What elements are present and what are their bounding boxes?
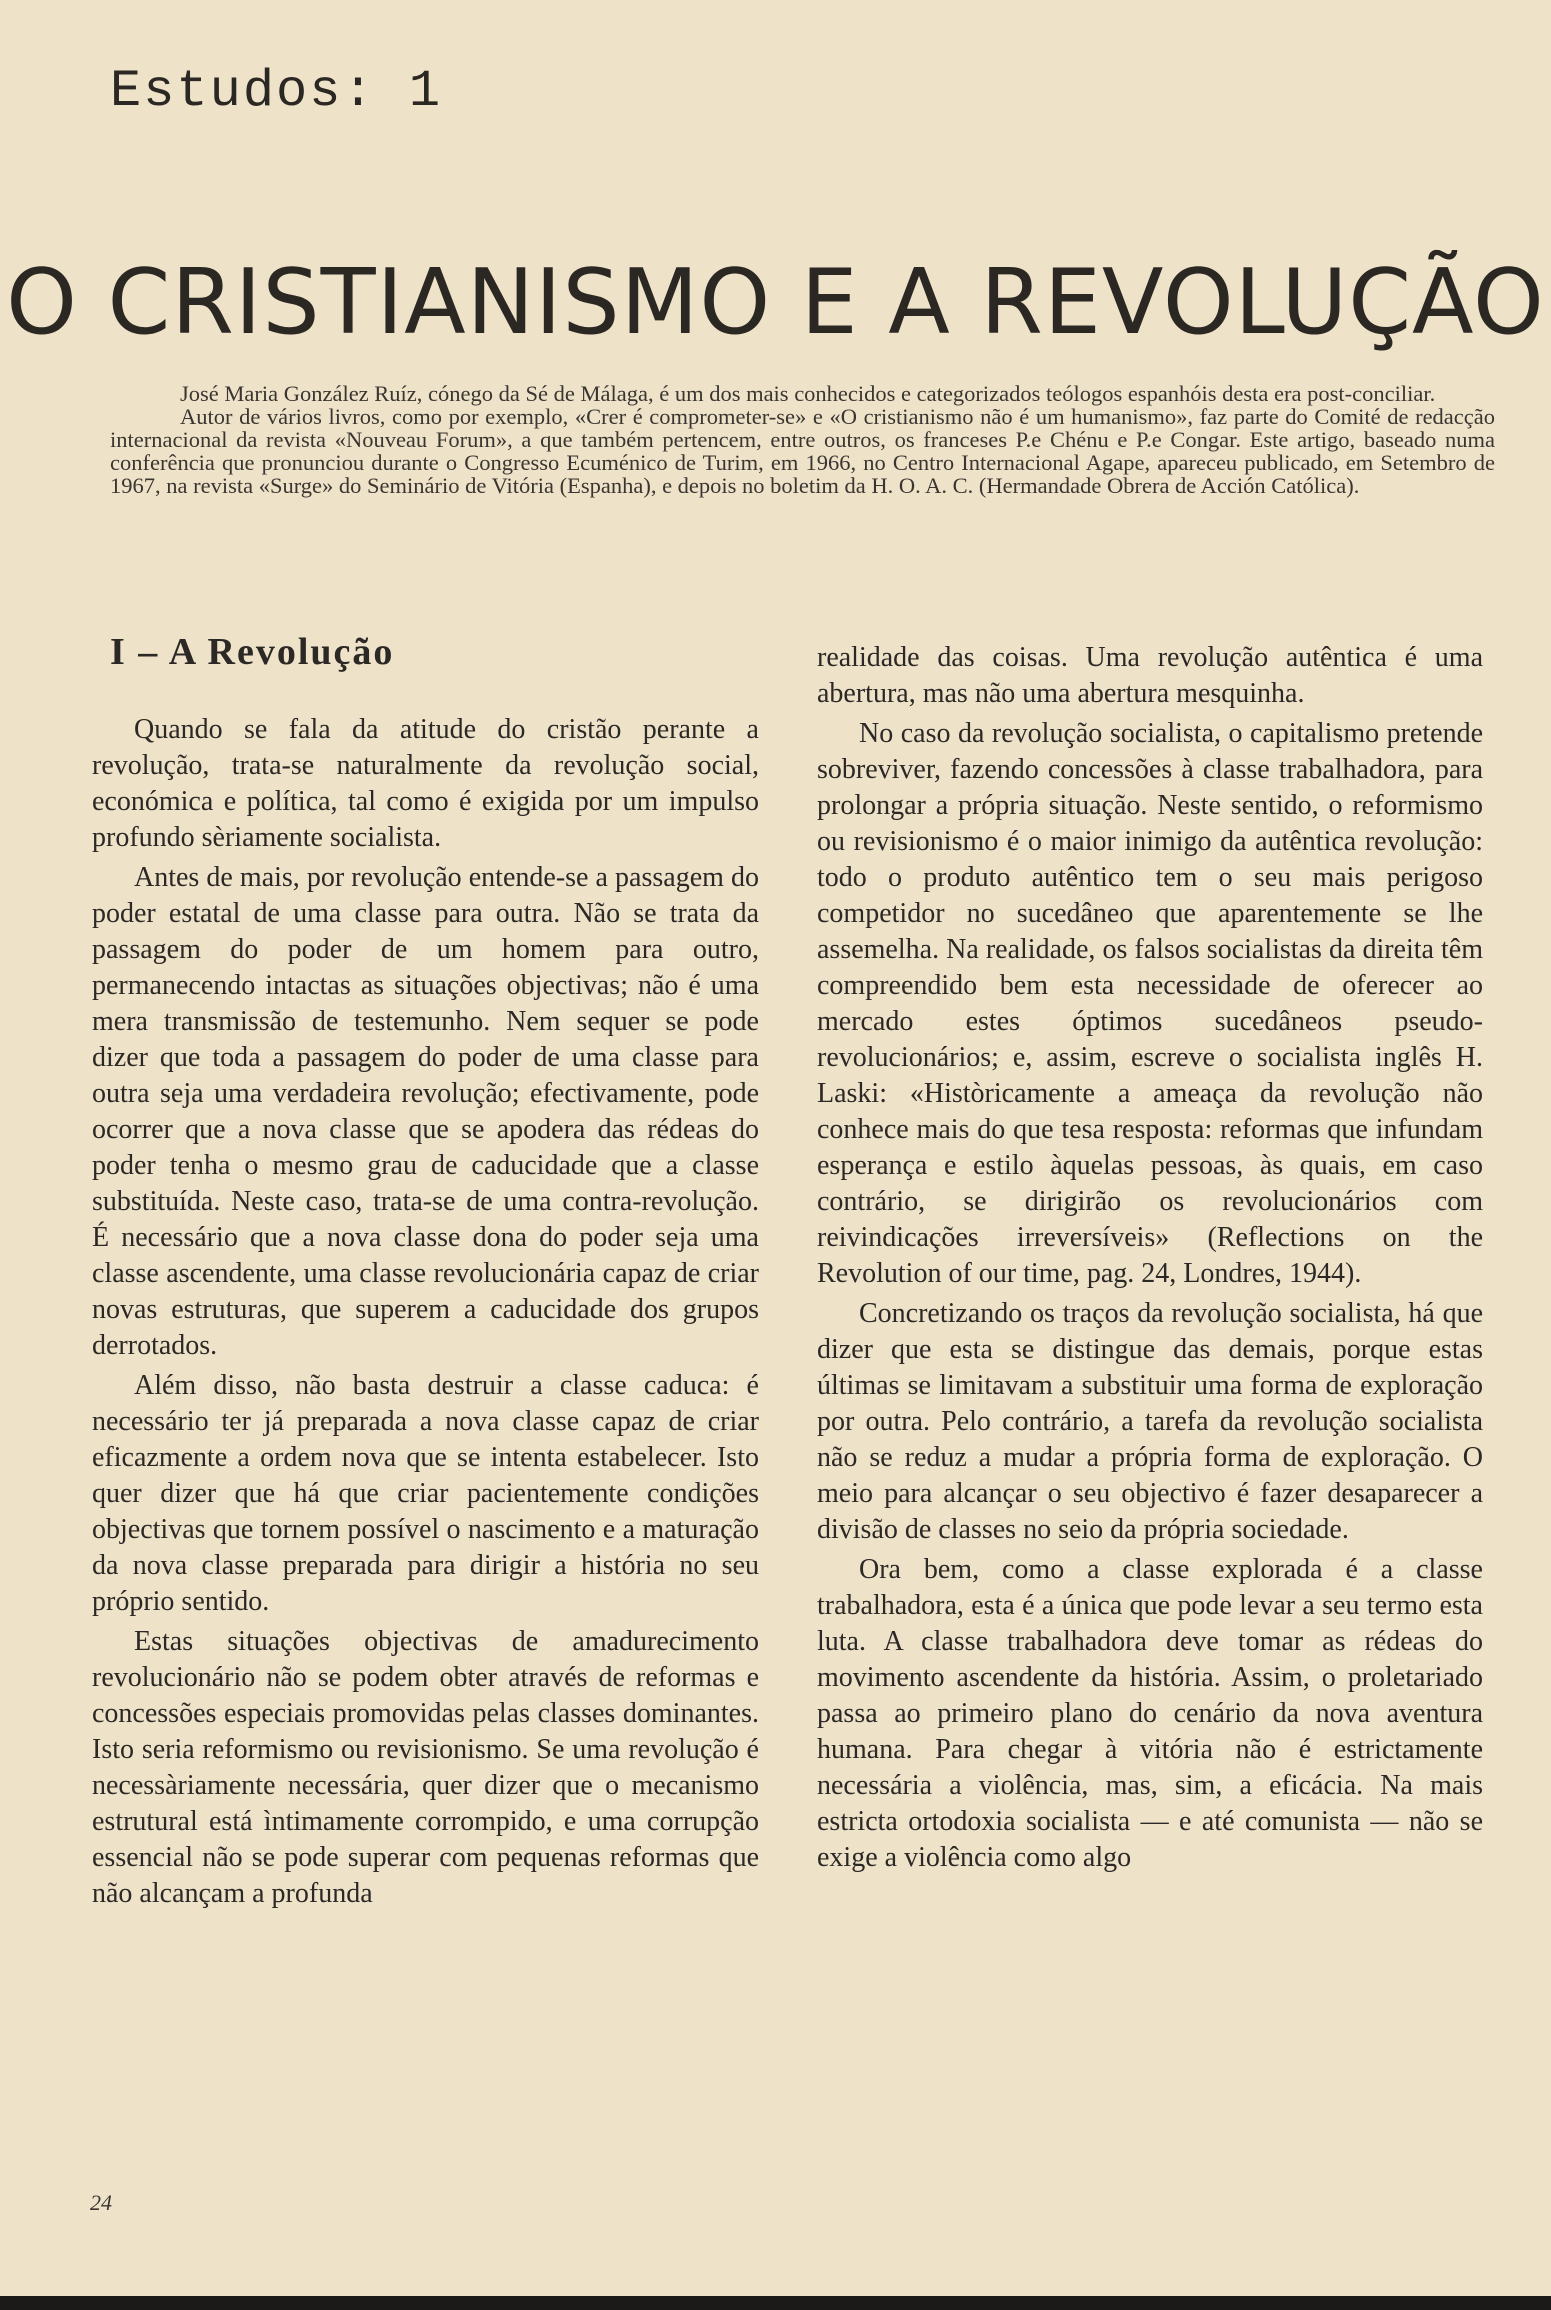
body-paragraph: Antes de mais, por revolução entende-se a passagem do poder estatal de uma classe para outra. Não se trata da passagem do poder de um homem para outro, permanecendo intactas as situações objectivas; não é uma mera transmissão de testemunho. Nem sequer se pode dizer que toda a passagem do poder de uma classe para outra seja uma verdadeira revolução; efectivamente, pode ocorrer que a nova classe que se apodera das rédeas do poder tenha o mesmo grau de caducidade que a classe substituída. Neste caso, trata-se de uma contra-revolução. É necessário que a nova classe dona do poder seja uma classe ascendente, uma classe revolucionária capaz de criar novas estruturas, que superem a caducidade dos grupos derrotados. bbox=[92, 862, 759, 1361]
body-paragraph: Estas situações objectivas de amadurecimento revolucionário não se podem obter através de reformas e concessões especiais promovidas pelas classes dominantes. Isto seria reformismo ou revisionismo. Se uma revolução é necessàriamente necessária, quer dizer que o mecanismo estrutural está ìntimamente corrompido, e uma corrupção essencial não se pode superar com pequenas reformas que não alcançam a profunda bbox=[92, 1626, 759, 1909]
body-paragraph: Ora bem, como a classe explorada é a classe trabalhadora, esta é a única que pode levar a seu termo esta luta. A classe trabalhadora deve tomar as rédeas do movimento ascendente da história. Assim, o proletariado passa ao primeiro plano do cenário da nova aventura humana. Para chegar à vitória não é estrictamente necessária a violência, mas, sim, a eficácia. Na mais estricta ortodoxia socialista — e até comunista — não se exige a violência como algo bbox=[817, 1554, 1483, 1873]
intro-paragraph: José Maria González Ruíz, cónego da Sé de Málaga, é um dos mais conhecidos e categorizados teólogos espanhóis desta era post-conciliar. bbox=[180, 381, 1436, 406]
body-paragraph: Concretizando os traços da revolução socialista, há que dizer que esta se distingue das demais, porque estas últimas se limitavam a substituir uma forma de exploração por outra. Pelo contrário, a tarefa da revolução socialista não se reduz a mudar a própria forma de exploração. O meio para alcançar o seu objectivo é fazer desaparecer a divisão de classes no seio da própria sociedade. bbox=[817, 1298, 1483, 1545]
author-intro bbox=[110, 382, 1495, 497]
left-column bbox=[92, 628, 759, 1916]
article-title: O CRISTIANISMO E A REVOLUÇÃO bbox=[6, 250, 1545, 355]
body-paragraph-continuation: realidade das coisas. Uma revolução autêntica é uma abertura, mas não uma abertura mesquinha. bbox=[817, 642, 1483, 709]
section-label: Estudos: 1 bbox=[110, 62, 443, 121]
body-paragraph: Quando se fala da atitude do cristão perante a revolução, trata-se naturalmente da revolução social, económica e política, tal como é exigida por um impulso profundo sèriamente socialista. bbox=[92, 714, 759, 853]
body-paragraph: Além disso, não basta destruir a classe caduca: é necessário ter já preparada a nova classe capaz de criar eficazmente a ordem nova que se intenta estabelecer. Isto quer dizer que há que criar pacientemente condições objectivas que tornem possível o nascimento e a maturação da nova classe preparada para dirigir a história no seu próprio sentido. bbox=[92, 1370, 759, 1617]
right-column bbox=[817, 640, 1483, 1880]
scan-edge bbox=[0, 2296, 1551, 2310]
body-paragraph: No caso da revolução socialista, o capitalismo pretende sobreviver, fazendo concessões à classe trabalhadora, para prolongar a própria situação. Neste sentido, o reformismo ou revisionismo é o maior inimigo da autêntica revolução: todo o produto autêntico tem o seu mais perigoso competidor no sucedâneo que aparentemente se lhe assemelha. Na realidade, os falsos socialistas da direita têm compreendido bem esta necessidade de oferecer ao mercado estes óptimos sucedâneos pseudo-revolucionários; e, assim, escreve o socialista inglês H. Laski: «Històricamente a ameaça da revolução não conhece mais do que tesa resposta: reformas que infundam esperança e estilo àquelas pessoas, às quais, em caso contrário, se dirigirão os revolucionários com reivindicações irreversíveis» (Reflections on the Revolution of our time, pag. 24, Londres, 1944). bbox=[817, 718, 1483, 1289]
page-number: 24 bbox=[90, 2190, 112, 2215]
section-heading: I – A Revolução bbox=[110, 631, 395, 673]
intro-paragraph: Autor de vários livros, como por exemplo, «Crer é comprometer-se» e «O cristianismo não é um humanismo», faz parte do Comité de redacção internacional da revista «Nouveau Forum», a que também pertencem, entre outros, os franceses P.e Chénu e P.e Congar. Este artigo, baseado numa conferência que pronunciou durante o Congresso Ecuménico de Turim, em 1966, no Centro Internacional Agape, apareceu publicado, em Setembro de 1967, na revista «Surge» do Seminário de Vitória (Espanha), e depois no boletim da H. O. A. C. (Hermandade Obrera de Acción Católica). bbox=[110, 404, 1495, 498]
